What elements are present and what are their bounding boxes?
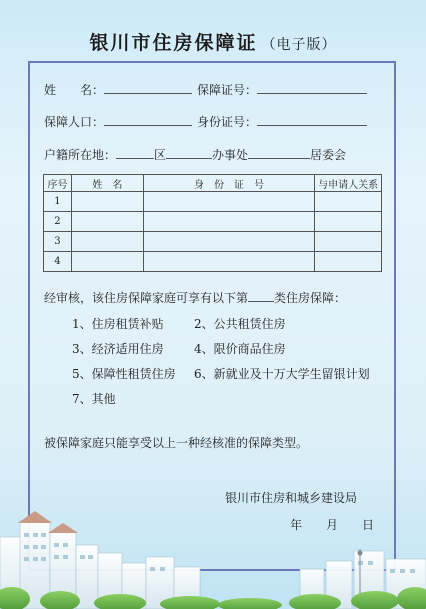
id-line bbox=[257, 113, 367, 126]
category-line bbox=[248, 289, 274, 302]
header-name: 姓 名 bbox=[71, 175, 143, 192]
committee-label: 居委会 bbox=[310, 148, 347, 162]
family-table bbox=[43, 174, 382, 272]
review-text-before: 经审核，该住房保障家庭可享有以下第 bbox=[44, 291, 249, 305]
name-line bbox=[104, 81, 192, 94]
row-index: 2 bbox=[44, 212, 72, 232]
address-label: 户籍所在地： bbox=[44, 148, 117, 162]
address-field bbox=[44, 146, 346, 163]
person-label: 保障人口： bbox=[44, 115, 105, 129]
cert-field bbox=[197, 81, 367, 98]
certificate-title bbox=[0, 28, 426, 55]
row-index: 3 bbox=[44, 232, 72, 252]
table-row bbox=[44, 252, 382, 272]
office-label: 办事处 bbox=[212, 148, 249, 162]
name-label: 姓 名： bbox=[44, 83, 105, 97]
person-field bbox=[44, 113, 192, 130]
table-header-row bbox=[44, 175, 382, 192]
option-1: 1、住房租赁补贴 bbox=[72, 317, 164, 331]
row-index: 1 bbox=[44, 192, 72, 212]
header-relation: 与申请人关系 bbox=[315, 175, 382, 192]
city-skyline-illustration bbox=[0, 509, 426, 609]
option-5: 5、保障性租赁住房 bbox=[72, 367, 176, 381]
header-id: 身 份 证 号 bbox=[143, 175, 314, 192]
option-7: 7、其他 bbox=[72, 392, 116, 406]
row-index: 4 bbox=[44, 252, 72, 272]
review-statement bbox=[44, 289, 346, 306]
option-4: 4、限价商品住房 bbox=[194, 342, 286, 356]
cert-line bbox=[257, 81, 367, 94]
title-main: 银川市住房保障证 bbox=[89, 32, 258, 54]
cert-label: 保障证号： bbox=[197, 83, 258, 97]
table-row bbox=[44, 212, 382, 232]
person-line bbox=[104, 113, 192, 126]
issue-date: 年 月 日 bbox=[290, 518, 375, 532]
committee-line bbox=[248, 146, 310, 159]
note-text: 被保障家庭只能享受以上一种经核准的保障类型。 bbox=[44, 436, 309, 450]
review-text-after: 类住房保障： bbox=[274, 291, 347, 305]
header-index: 序号 bbox=[44, 175, 72, 192]
issuer-name: 银川市住房和城乡建设局 bbox=[225, 491, 358, 505]
id-label: 身份证号： bbox=[197, 115, 258, 129]
district-label: 区 bbox=[154, 148, 167, 162]
table-row bbox=[44, 232, 382, 252]
id-field bbox=[197, 113, 367, 130]
option-6: 6、新就业及十万大学生留银计划 bbox=[194, 367, 370, 381]
option-3: 3、经济适用住房 bbox=[72, 342, 164, 356]
table-row bbox=[44, 192, 382, 212]
option-2: 2、公共租赁住房 bbox=[194, 317, 286, 331]
name-field bbox=[44, 81, 192, 98]
district-line bbox=[116, 146, 154, 159]
office-line bbox=[166, 146, 212, 159]
title-sub: （电子版） bbox=[261, 37, 337, 53]
